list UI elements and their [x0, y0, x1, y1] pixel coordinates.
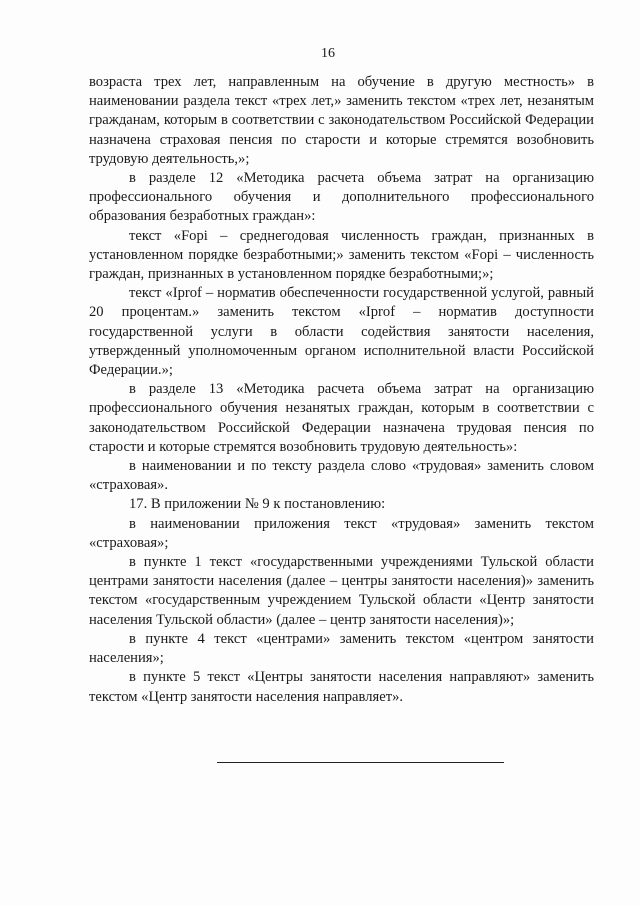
- paragraph-section-13: в разделе 13 «Методика расчета объема затрат на организацию профессионального обучения незанятых граждан, которым в соответствии с законодательством Российской Федерации назначена трудовая пенсия по старости и которые стремятся возобновить трудовую деятельность»:: [89, 381, 594, 455]
- paragraph-item-17: 17. В приложении № 9 к постановлению:: [129, 496, 386, 513]
- paragraph-point-4: в пункте 4 текст «центрами» заменить текстом «центром занятости населения»;: [89, 630, 594, 667]
- paragraph-appendix-title: в наименовании приложения текст «трудовая» заменить текстом «страховая»;: [89, 515, 594, 551]
- paragraph-section-13-change: в наименовании и по тексту раздела слово «трудовая» заменить словом «страховая».: [89, 458, 594, 494]
- paragraph-fopi: текст «Fopi – среднегодовая численность граждан, признанных в установленном порядке безработными;» заменить текстом «Fopi – численность граждан, признанных в установленном порядке безработными;»;: [89, 227, 594, 283]
- document-body: [89, 73, 594, 707]
- paragraph-iprof: текст «Iprof – норматив обеспеченности государственной услугой, равный 20 процентам.» заменить текстом «Iprof – норматив доступности государственной услуги в области содействия занятости населения, утвержденный уполномоченным органом исполнительной власти Российской Федерации.»;: [89, 285, 594, 379]
- paragraph-section-12: в разделе 12 «Методика расчета объема затрат на организацию профессионального обучения и дополнительного профессионального образования безработных граждан»:: [89, 170, 594, 225]
- paragraph-point-1: в пункте 1 текст «государственными учреждениями Тульской области центрами занятости населения (далее – центры занятости населения)» заменить текстом «государственным учреждением Тульской области «Центр занятости населения Тульской области» (далее – центр занятости населения)»;: [89, 554, 594, 628]
- paragraph-continuation: возраста трех лет, направленным на обучение в другую местность» в наименовании раздела текст «трех лет,» заменить текстом «трех лет, незанятым гражданам, которым в соответствии с законодательством Российской Федерации назначена страховая пенсия по старости и которые стремятся возобновить трудовую деятельность,»;: [89, 74, 594, 167]
- page-number: 16: [321, 46, 335, 61]
- paragraph-point-5: в пункте 5 текст «Центры занятости населения направляют» заменить текстом «Центр занятости населения направляет».: [89, 669, 594, 705]
- closing-rule: [217, 762, 504, 763]
